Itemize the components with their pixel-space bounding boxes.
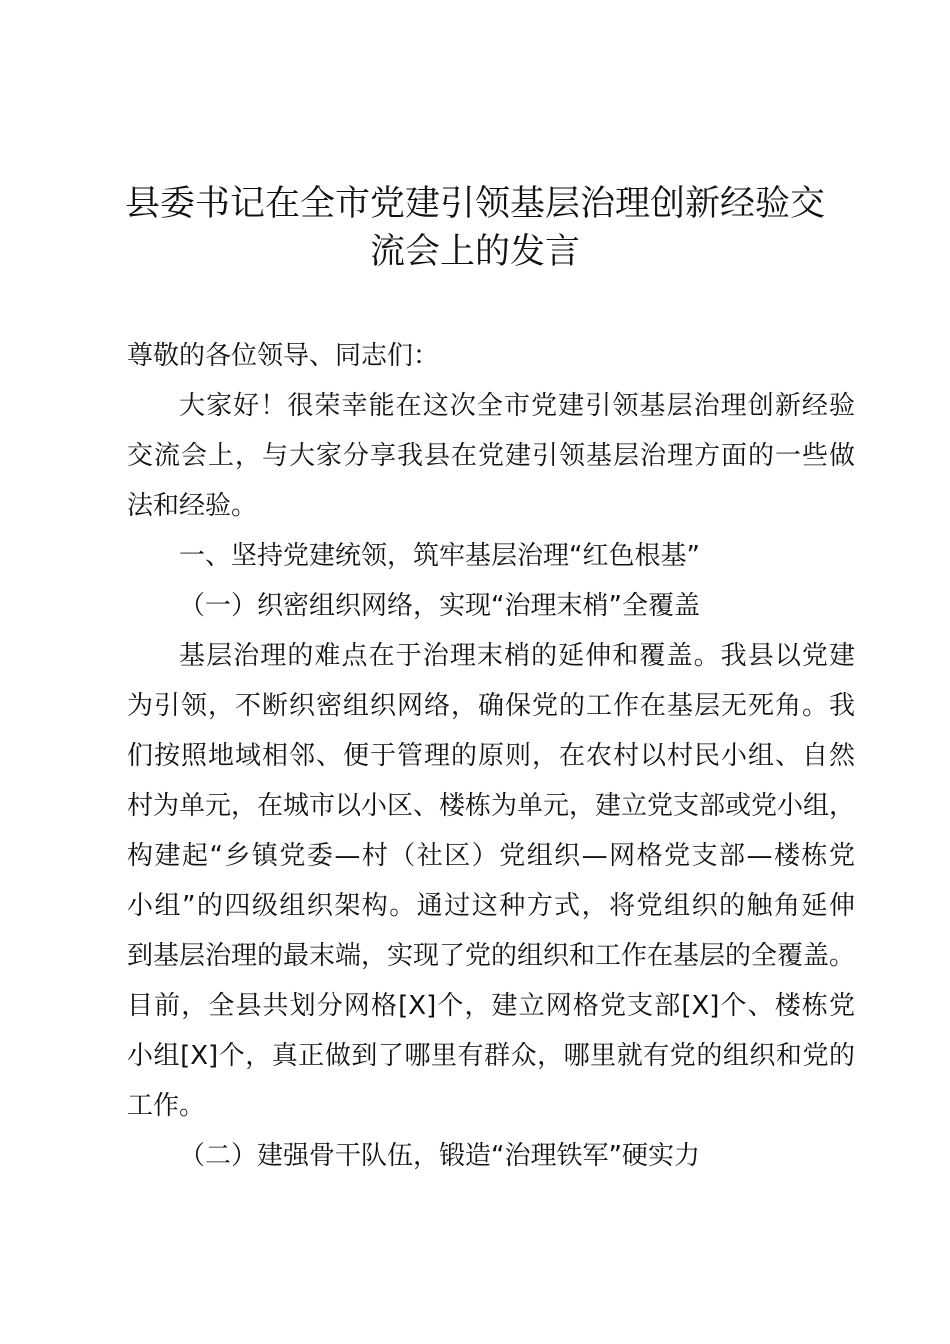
text-line: 目前，全县共划分网格[X]个，建立网格党支部[X]个、楼栋党 (127, 991, 855, 1021)
text-line: 小组[X]个，真正做到了哪里有群众，哪里就有党的组织和党的 (127, 1041, 855, 1071)
text-line: 们按照地域相邻、便于管理的原则，在农村以村民小组、自然 (127, 741, 855, 771)
text-line: 工作。 (127, 1091, 206, 1121)
subsection-heading: （二）建强骨干队伍，锻造“治理铁军”硬实力 (179, 1141, 700, 1171)
text-line: 基层治理的难点在于治理末梢的延伸和覆盖。我县以党建 (179, 641, 855, 671)
paragraph-body (127, 636, 855, 1136)
section-heading: 一、坚持党建统领，筑牢基层治理“红色根基” (179, 541, 700, 571)
text-line: 村为单元，在城市以小区、楼栋为单元，建立党支部或党小组， (127, 791, 856, 821)
title-line: 流会上的发言 (369, 232, 580, 272)
subsection-heading: （一）织密组织网络，实现“治理末梢”全覆盖 (179, 591, 700, 621)
text-line: 为引领，不断织密组织网络，确保党的工作在基层无死角。我 (127, 691, 855, 721)
text-line: 小组”的四级组织架构。通过这种方式，将党组织的触角延伸 (127, 891, 855, 921)
text-line: 构建起“乡镇党委—村（社区）党组织—网格党支部—楼栋党 (127, 841, 855, 871)
paragraph-greeting (127, 386, 855, 536)
text-line: 法和经验。 (127, 491, 258, 521)
text-line: 交流会上，与大家分享我县在党建引领基层治理方面的一些做 (127, 441, 855, 471)
salutation: 尊敬的各位领导、同志们： (127, 341, 440, 371)
document-body (127, 336, 855, 1186)
document-title (0, 180, 950, 276)
text-line: 大家好！很荣幸能在这次全市党建引领基层治理创新经验 (179, 391, 855, 421)
text-line: 到基层治理的最末端，实现了党的组织和工作在基层的全覆盖。 (127, 941, 856, 971)
title-line: 县委书记在全市党建引领基层治理创新经验交 (124, 184, 825, 224)
